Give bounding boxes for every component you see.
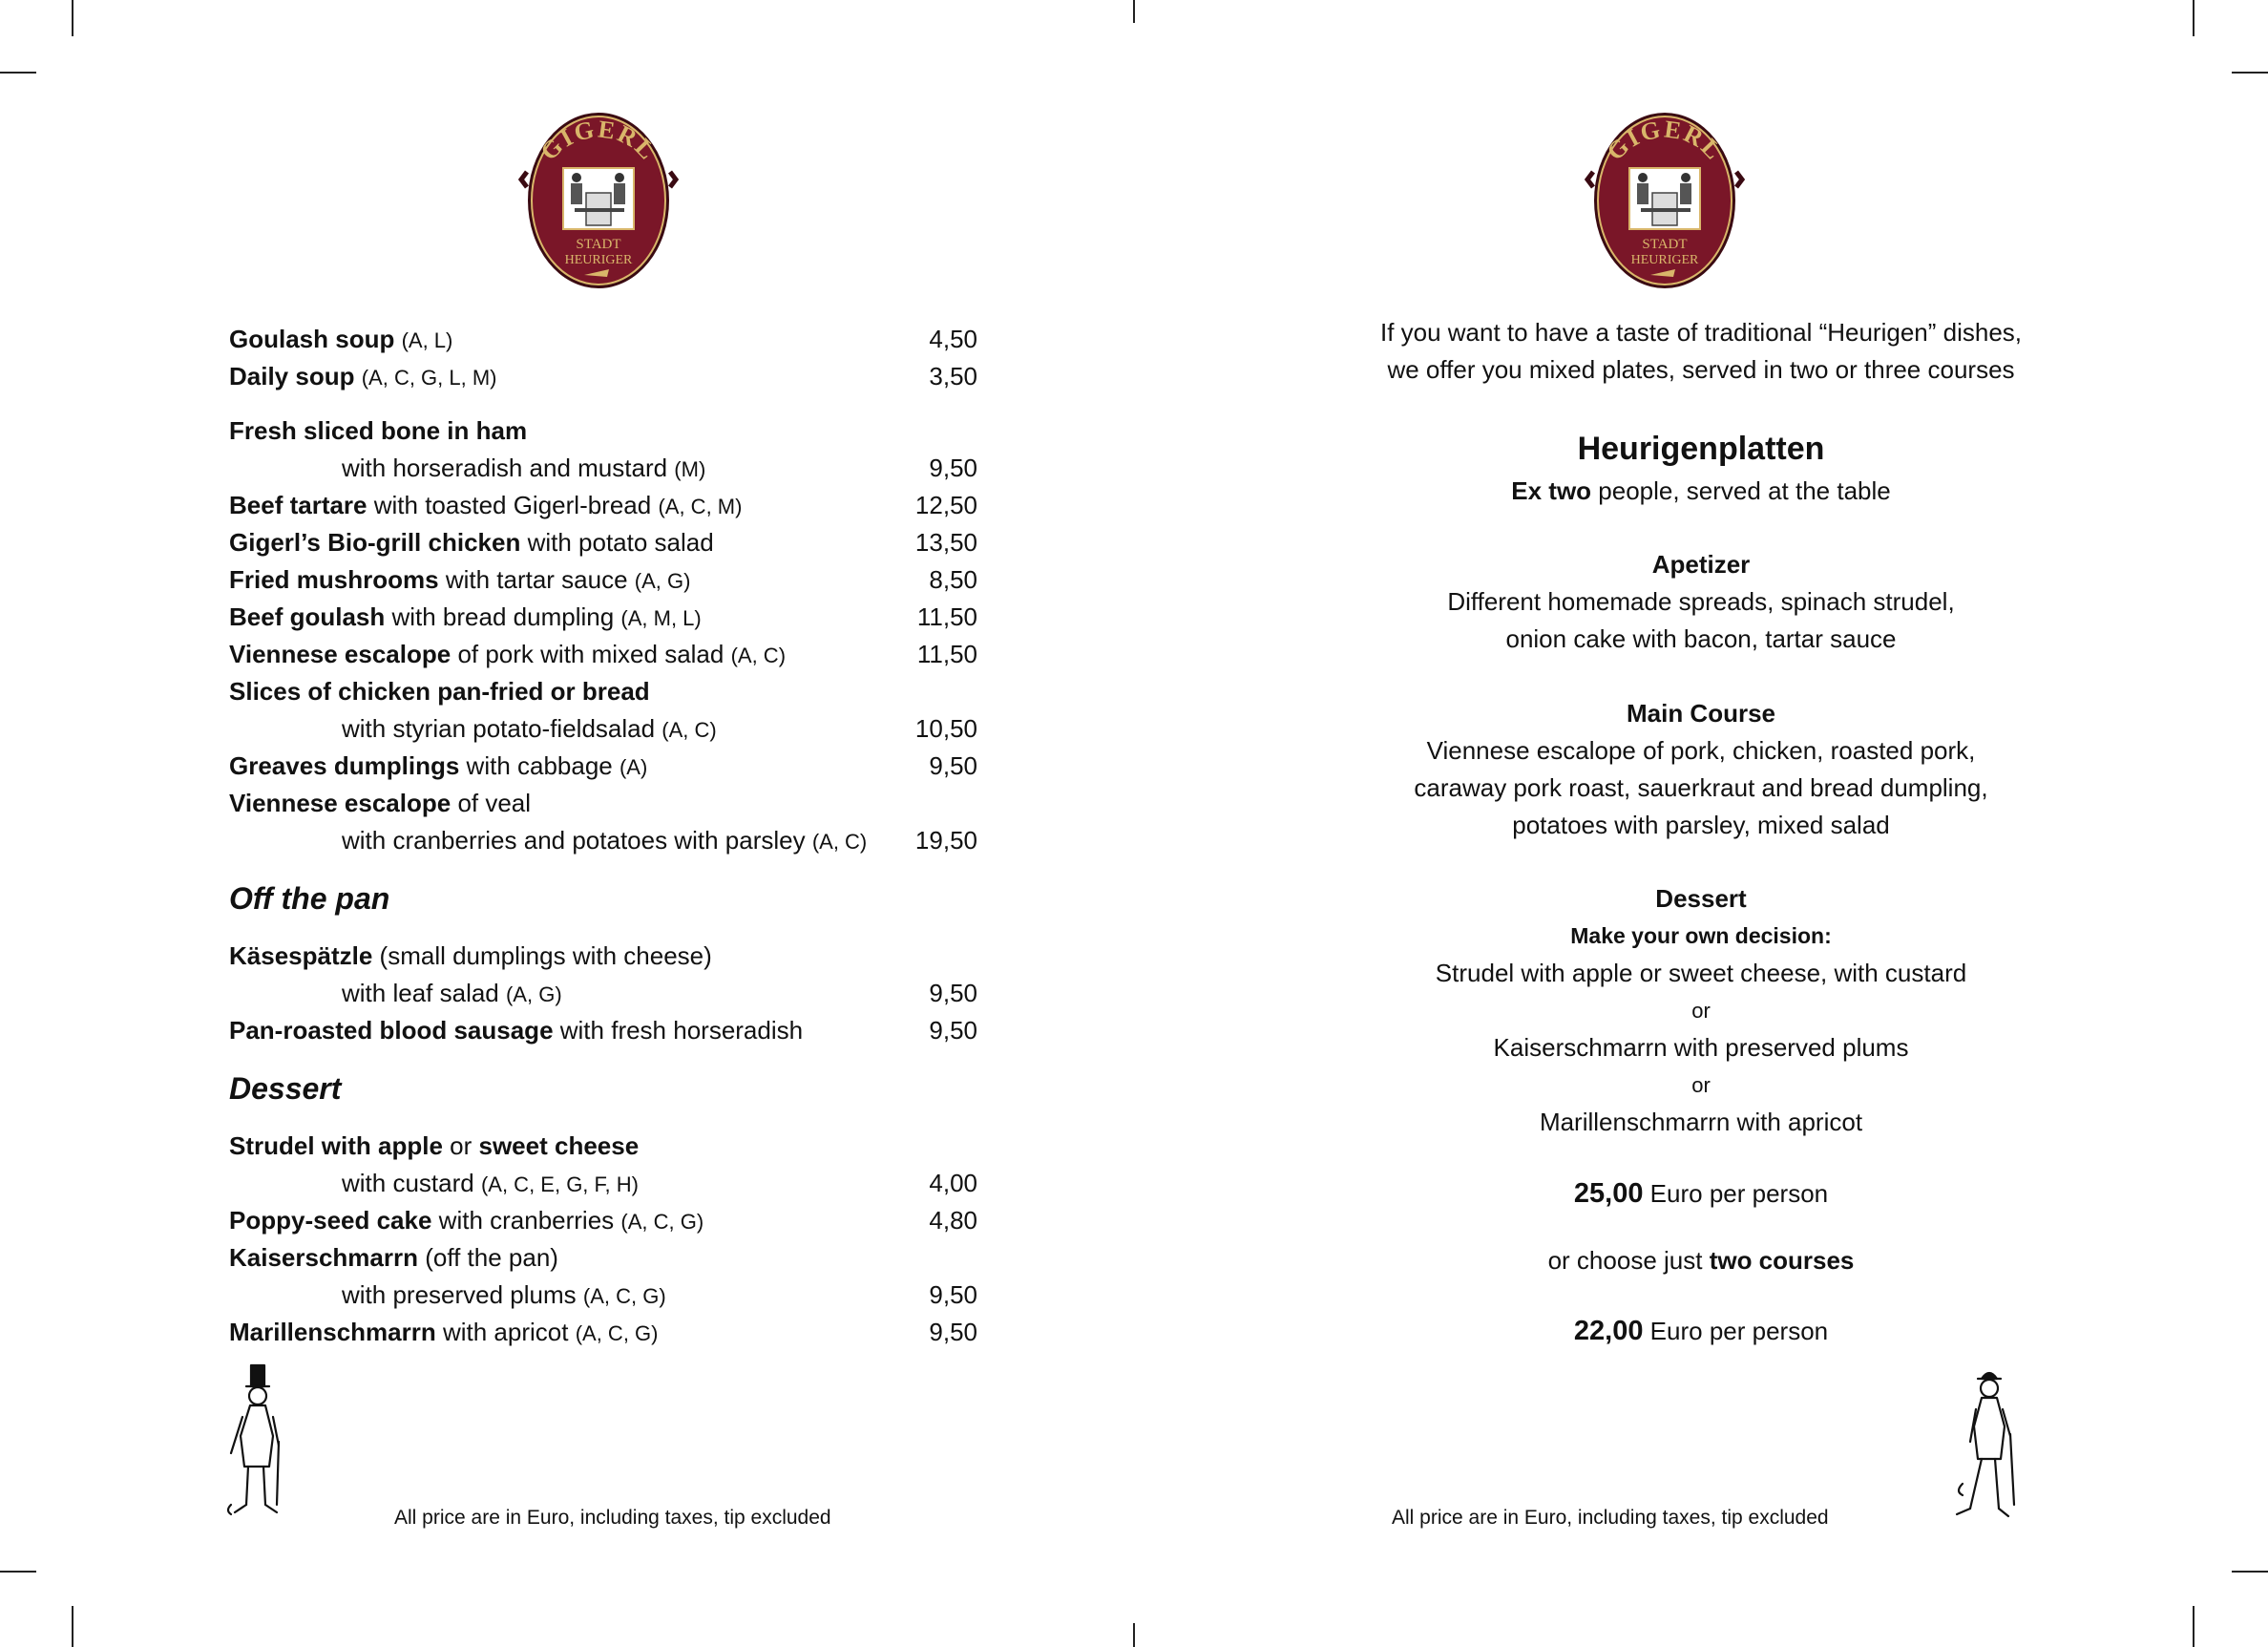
menu-item-text: [342, 822, 867, 860]
allergen-codes: (A, C): [662, 718, 717, 742]
menu-spacer: [229, 1049, 977, 1057]
logo-arc-text: GIGERL: [1601, 115, 1729, 166]
menu-item-description: (off the pan): [418, 1243, 558, 1272]
menu-item: [229, 1128, 977, 1165]
allergen-codes: (A, C, G): [582, 1284, 666, 1308]
menu-item-continuation: [229, 1277, 977, 1314]
menu-item-name: Käsespätzle: [229, 941, 373, 970]
choose-bold: two courses: [1709, 1246, 1855, 1275]
menu-item-name: Beef tartare: [229, 491, 368, 519]
menu-item-text: [229, 1239, 558, 1277]
menu-item-name: Fresh sliced bone in ham: [229, 416, 528, 445]
apetizer-heading: Apetizer: [1651, 550, 1751, 579]
menu-item-text: [342, 450, 705, 488]
menu-item-description: with custard: [342, 1169, 481, 1197]
menu-item-name: Goulash soup: [229, 325, 395, 353]
menu-item-price: 19,50: [914, 826, 977, 855]
allergen-codes: (A, C, G, L, M): [361, 366, 497, 390]
menu-item: [229, 561, 977, 599]
menu-item-description: of veal: [451, 789, 532, 817]
menu-item: [229, 636, 977, 673]
gigerl-logo: [517, 105, 680, 296]
menu-item-continuation: [229, 450, 977, 487]
menu-item-description: (small dumplings with cheese): [372, 941, 712, 970]
menu-item-price: 4,80: [929, 1206, 977, 1235]
main-course-line-2: caraway pork roast, sauerkraut and bread dumpling,: [1414, 773, 1988, 802]
menu-item-price: 9,50: [929, 454, 977, 482]
menu-item-name: sweet cheese: [478, 1131, 640, 1160]
dessert-or-2: or: [1691, 1073, 1711, 1097]
allergen-codes: (A, L): [401, 328, 453, 352]
main-course-block: [1134, 695, 2268, 844]
menu-item-name: Greaves dumplings: [229, 751, 460, 780]
menu-item-price: 11,50: [916, 640, 977, 668]
price-three-courses: [1134, 1173, 2268, 1214]
menu-item-text: [229, 599, 702, 637]
menu-item-text: [229, 636, 786, 674]
menu-item-price: 9,50: [929, 751, 977, 780]
logo-line1: STADT: [1642, 237, 1688, 252]
left-footer-note: All price are in Euro, including taxes, tip excluded: [394, 1507, 831, 1529]
menu-section-heading: Dessert: [229, 1071, 342, 1106]
menu-item-price: 11,50: [916, 602, 977, 631]
menu-item-text: [229, 785, 531, 822]
menu-item-price: 3,50: [929, 362, 977, 391]
intro-line-1: If you want to have a taste of traditional “Heurigen” dishes,: [1379, 318, 2023, 347]
apetizer-line-2: onion cake with bacon, tartar sauce: [1505, 624, 1897, 653]
menu-item: [229, 1012, 977, 1049]
menu-item-name: Slices of chicken pan-fried or bread: [229, 677, 650, 706]
menu-item-continuation: [229, 822, 977, 859]
menu-item-price: 4,00: [929, 1169, 977, 1197]
menu-item-price: 13,50: [914, 528, 977, 557]
allergen-codes: (A, M, L): [620, 606, 702, 630]
menu-item: [229, 785, 977, 822]
menu-item-text: [229, 524, 714, 561]
menu-item-name: Marillenschmarrn: [229, 1318, 436, 1346]
allergen-codes: (A, C): [730, 644, 787, 667]
menu-item-description: with bread dumpling: [385, 602, 621, 631]
menu-item-text: [342, 1277, 666, 1315]
menu-item-text: [229, 748, 647, 786]
main-course-line-1: Viennese escalope of pork, chicken, roasted pork,: [1426, 736, 1976, 765]
menu-item-text: [229, 412, 527, 450]
menu-item-text: [229, 358, 497, 396]
apetizer-line-1: Different homemade spreads, spinach strudel,: [1447, 587, 1955, 616]
dessert-option-3: Marillenschmarrn with apricot: [1539, 1108, 1863, 1136]
menu-item-description: with horseradish and mustard: [342, 454, 675, 482]
menu-item-price: 9,50: [929, 979, 977, 1007]
heurigen-title-block: [1134, 425, 2268, 510]
choose-text: or choose just: [1547, 1246, 1710, 1275]
menu-item-description: of pork with mixed salad: [451, 640, 731, 668]
menu-item-name: Gigerl’s Bio-grill chicken: [229, 528, 521, 557]
menu-item-price: 4,50: [929, 325, 977, 353]
price-unit: Euro per person: [1643, 1317, 1829, 1345]
menu-item-description: with tartar sauce: [438, 565, 635, 594]
main-course-line-3: potatoes with parsley, mixed salad: [1512, 811, 1890, 839]
menu-item-text: [342, 975, 562, 1013]
menu-item-name: Viennese escalope: [229, 789, 452, 817]
menu-item: [229, 673, 977, 710]
menu-spacer: [229, 395, 977, 412]
price-two-courses: [1134, 1311, 2268, 1351]
choose-two-courses: [1134, 1242, 2268, 1279]
menu-item-name: Fried mushrooms: [229, 565, 439, 594]
menu-spacer: [229, 1120, 977, 1128]
menu-item: [229, 487, 977, 524]
menu-item-price: 9,50: [929, 1318, 977, 1346]
menu-item-continuation: [229, 975, 977, 1012]
menu-item: [229, 1314, 977, 1351]
menu-item-text: [229, 561, 690, 600]
menu-item: [229, 938, 977, 975]
menu-item-description: or: [442, 1131, 479, 1160]
menu-item: [229, 321, 977, 358]
menu-item: [229, 524, 977, 561]
menu-item-text: [229, 938, 712, 975]
intro-text: [1134, 314, 2268, 389]
menu-item-name: Poppy-seed cake: [229, 1206, 432, 1235]
allergen-codes: (A, C, G): [575, 1321, 659, 1345]
gigerl-logo: [1584, 105, 1746, 296]
logo-emblem: [1584, 105, 1746, 296]
menu-list: [229, 321, 977, 1351]
price-value: 25,00: [1573, 1178, 1644, 1209]
price-unit: Euro per person: [1643, 1179, 1829, 1208]
menu-item-name: Daily soup: [229, 362, 355, 391]
menu-item-text: [229, 321, 452, 359]
gentleman-bowler-hat-illustration: [1949, 1365, 2026, 1532]
menu-item: [229, 412, 977, 450]
menu-item-description: with toasted Gigerl-bread: [367, 491, 659, 519]
menu-item-text: [342, 1165, 639, 1203]
menu-item-description: with fresh horseradish: [553, 1016, 804, 1045]
menu-item-description: with cranberries: [431, 1206, 621, 1235]
logo-line1: STADT: [576, 237, 621, 252]
menu-spacer: [229, 859, 977, 867]
logo-emblem: [517, 105, 680, 296]
menu-item-price: 8,50: [929, 565, 977, 594]
menu-item-description: [394, 325, 401, 353]
right-footer-note: All price are in Euro, including taxes, tip excluded: [1392, 1507, 1829, 1529]
menu-item-price: 12,50: [914, 491, 977, 519]
menu-item-description: with leaf salad: [342, 979, 506, 1007]
menu-item: [229, 1239, 977, 1277]
menu-item: [229, 358, 977, 395]
allergen-codes: (M): [674, 457, 706, 481]
gentleman-top-hat-illustration: [221, 1362, 298, 1529]
menu-item-continuation: [229, 710, 977, 748]
allergen-codes: (A, G): [634, 569, 691, 593]
menu-item-name: Viennese escalope: [229, 640, 452, 668]
dessert-subheading: Make your own decision:: [1570, 923, 1832, 948]
menu-item-name: Pan-roasted blood sausage: [229, 1016, 554, 1045]
allergen-codes: (A, C): [811, 830, 868, 854]
menu-item-continuation: [229, 1165, 977, 1202]
dessert-heading: Dessert: [1655, 884, 1747, 913]
menu-item-text: [342, 710, 717, 749]
menu-item: [229, 599, 977, 636]
dessert-option-1: Strudel with apple or sweet cheese, with custard: [1435, 959, 1967, 987]
dessert-or-1: or: [1691, 999, 1711, 1023]
menu-item-description: with apricot: [435, 1318, 576, 1346]
apetizer-block: [1134, 546, 2268, 658]
price-value: 22,00: [1573, 1316, 1644, 1346]
menu-item-description: with cranberries and potatoes with parsley: [342, 826, 812, 855]
menu-item-description: [354, 362, 361, 391]
menu-item: [229, 1202, 977, 1239]
heurigen-subtitle: [1134, 473, 2268, 510]
menu-item-price: 10,50: [914, 714, 977, 743]
menu-item-text: [229, 487, 742, 525]
menu-item-text: [229, 1128, 639, 1165]
menu-section-heading: Off the pan: [229, 881, 390, 916]
dessert-block: [1134, 880, 2268, 1141]
right-heurigen-page: [1134, 0, 2268, 1647]
allergen-codes: (A, G): [505, 982, 562, 1006]
menu-item-description: with styrian potato-fieldsalad: [342, 714, 662, 743]
heurigenplatten-title: Heurigenplatten: [1577, 431, 1825, 467]
menu-item-text: [229, 1012, 803, 1049]
menu-item-price: 9,50: [929, 1016, 977, 1045]
menu-item-text: [229, 1314, 658, 1352]
main-course-heading: Main Course: [1626, 699, 1776, 728]
menu-item-description: with potato salad: [520, 528, 714, 557]
allergen-codes: (A, C, M): [658, 495, 743, 518]
subtitle-rest: people, served at the table: [1591, 476, 1891, 505]
menu-item-text: [229, 1202, 704, 1240]
allergen-codes: (A): [619, 755, 648, 779]
allergen-codes: (A, C, E, G, F, H): [480, 1172, 639, 1196]
menu-item-name: Strudel with apple: [229, 1131, 443, 1160]
menu-spacer: [229, 930, 977, 938]
logo-arc-text: GIGERL: [535, 115, 662, 166]
menu-item-text: [229, 673, 650, 710]
subtitle-bold: Ex two: [1511, 476, 1592, 505]
allergen-codes: (A, C, G): [620, 1210, 704, 1234]
menu-item-description: with preserved plums: [342, 1280, 583, 1309]
logo-line2: HEURIGER: [564, 253, 633, 267]
dessert-option-2: Kaiserschmarrn with preserved plums: [1493, 1033, 1909, 1062]
menu-item-name: Beef goulash: [229, 602, 386, 631]
logo-line2: HEURIGER: [1630, 253, 1699, 267]
menu-item-name: Kaiserschmarrn: [229, 1243, 418, 1272]
menu-item: [229, 748, 977, 785]
menu-item-price: 9,50: [929, 1280, 977, 1309]
menu-item-description: with cabbage: [459, 751, 620, 780]
intro-line-2: we offer you mixed plates, served in two or three courses: [1387, 355, 2015, 384]
